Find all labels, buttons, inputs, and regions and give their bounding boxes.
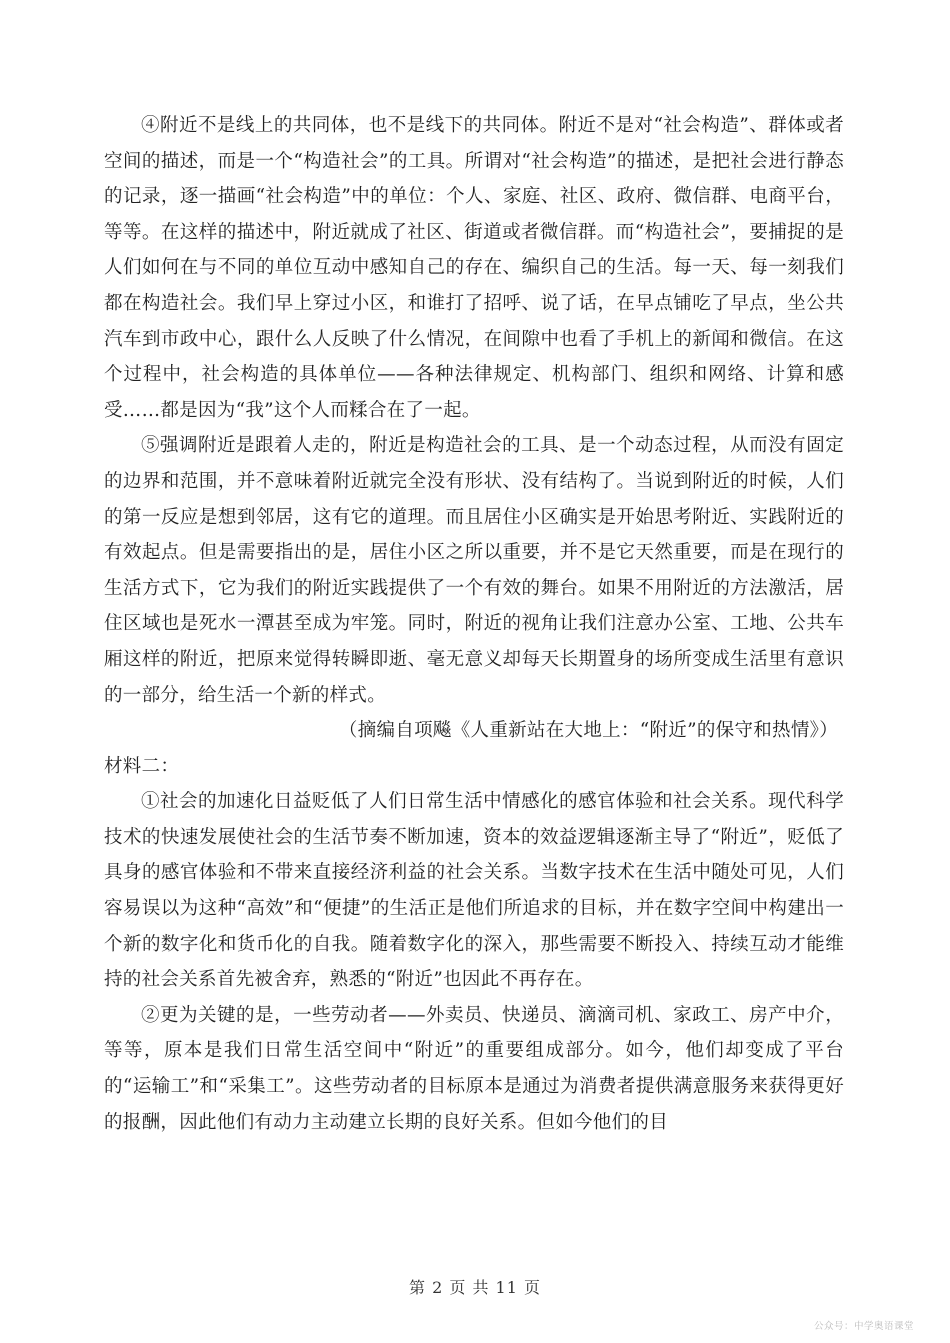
watermark-text: 公众号：中学奥语课堂 bbox=[813, 1321, 914, 1332]
paragraph-5: ⑤强调附近是跟着人走的，附近是构造社会的工具、是一个动态过程，从而没有固定的边界和范围，并不意味着附近就完全没有形状、没有结构了。当说到附近的时候，人们的第一反应是想到邻居，这有它的道理。而且居住小区确实是开始思考附近、实践附近的有效起点。但是需要指出的是，居住小区之所以重要，并不是它天然重要，而是在现行的生活方式下，它为我们的附近实践提供了一个有效的舞台。如果不用附近的方法激活，居住区域也是死水一潭甚至成为牢笼。同时，附近的视角让我们注意办公室、工地、公共车厢这样的附近，把原来觉得转瞬即逝、毫无意义却每天长期置身的场所变成生活里有意识的一部分，给生活一个新的样式。 bbox=[104, 435, 844, 706]
material-two-paragraph-2: ②更为关键的是，一些劳动者——外卖员、快递员、滴滴司机、家政工、房产中介，等等，原本是我们日常生活空间中“附近”的重要组成部分。如今，他们却变成了平台的“运输工”和“采集工”。这些劳动者的目标原本是通过为消费者提供满意服务来获得更好的报酬，因此他们有动力主动建立长期的良好关系。但如今他们的目 bbox=[104, 1004, 844, 1133]
source-citation: （摘编自项飚《人重新站在大地上：“附近”的保守和热情》） bbox=[338, 720, 838, 742]
material-two-paragraph-1: ①社会的加速化日益贬低了人们日常生活中情感化的感官体验和社会关系。现代科学技术的快速发展使社会的生活节奏不断加速，资本的效益逻辑逐渐主导了“附近”，贬低了具身的感官体验和不带来直接经济利益的社会关系。当数字技术在生活中随处可见，人们容易误以为这种“高效”和“便捷”的生活正是他们所追求的目标，并在数字空间中构建出一个新的数字化和货币化的自我。随着数字化的深入，那些需要不断投入、持续互动才能维持的社会关系首先被舍弃，熟悉的“附近”也因此不再存在。 bbox=[104, 791, 844, 991]
document-body bbox=[104, 108, 844, 1140]
material-two-label: 材料二： bbox=[104, 755, 180, 777]
paragraph-4: ④附近不是线上的共同体，也不是线下的共同体。附近不是对“社会构造”、群体或者空间的描述，而是一个“构造社会”的工具。所谓对“社会构造”的描述，是把社会进行静态的记录，逐一描画“社会构造”中的单位：个人、家庭、社区、政府、微信群、电商平台，等等。在这样的描述中，附近就成了社区、街道或者微信群。而“构造社会”，要捕捉的是人们如何在与不同的单位互动中感知自己的存在、编织自己的生活。每一天、每一刻我们都在构造社会。我们早上穿过小区，和谁打了招呼、说了话，在早点铺吃了早点，坐公共汽车到市政中心，跟什么人反映了什么情况，在间隙中也看了手机上的新闻和微信。在这个过程中，社会构造的具体单位——各种法律规定、机构部门、组织和网络、计算和感受……都是因为“我”这个人而糅合在了一起。 bbox=[104, 115, 844, 421]
page-number: 第 2 页 共 11 页 bbox=[409, 1278, 541, 1297]
